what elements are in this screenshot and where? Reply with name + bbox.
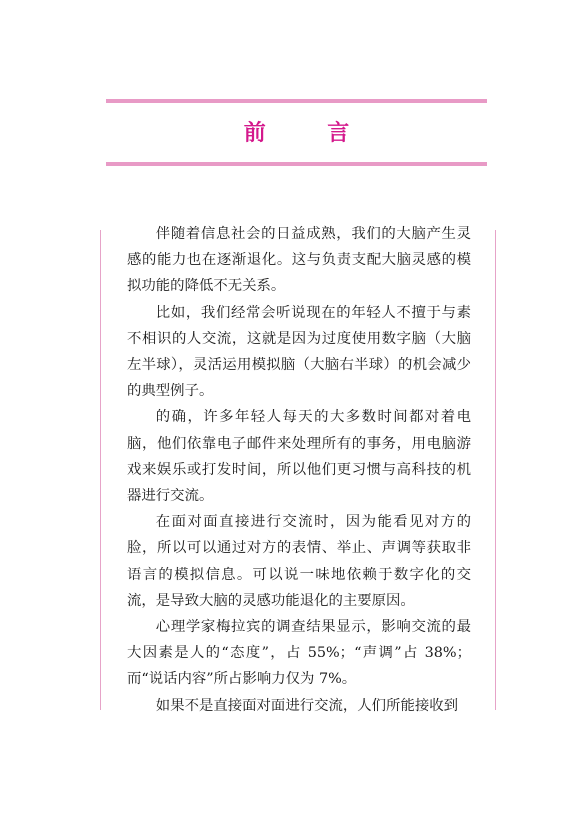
paragraph: 如果不是直接面对面进行交流，人们所能接收到 [155, 697, 459, 714]
paragraph: 在面对面直接进行交流时，因为能看见对方的脸，所以可以通过对方的表情、举止、声调等获取非语言的模拟信息。可以说一味地依赖于数字化的交流，是导致大脑的灵感功能退化的主要原因。 [127, 514, 471, 609]
paragraph: 伴随着信息社会的日益成熟，我们的大脑产生灵感的能力也在逐渐退化。这与负责支配大脑灵感的模拟功能的降低不无关系。 [127, 226, 471, 295]
body-text [127, 221, 471, 719]
page-title: 前 言 [243, 120, 370, 146]
paragraph: 比如，我们经常会听说现在的年轻人不擅于与素不相识的人交流，这就是因为过度使用数字脑（大脑左半球），灵活运用模拟脑（大脑右半球）的机会减少的典型例子。 [127, 304, 471, 400]
paragraph: 的确，许多年轻人每天的大多数时间都对着电脑，他们依靠电子邮件来处理所有的事务，用电脑游戏来娱乐或打发时间，所以他们更习惯与高科技的机器进行交流。 [127, 409, 471, 505]
left-margin-line [100, 230, 101, 710]
header-bottom-rule [106, 162, 487, 166]
right-margin-line [495, 230, 496, 710]
header-top-rule [106, 99, 487, 103]
paragraph: 心理学家梅拉宾的调查结果显示，影响交流的最大因素是人的“态度”，占 55%；“声调”占 38%；而“说话内容”所占影响力仅为 7%。 [127, 619, 471, 688]
